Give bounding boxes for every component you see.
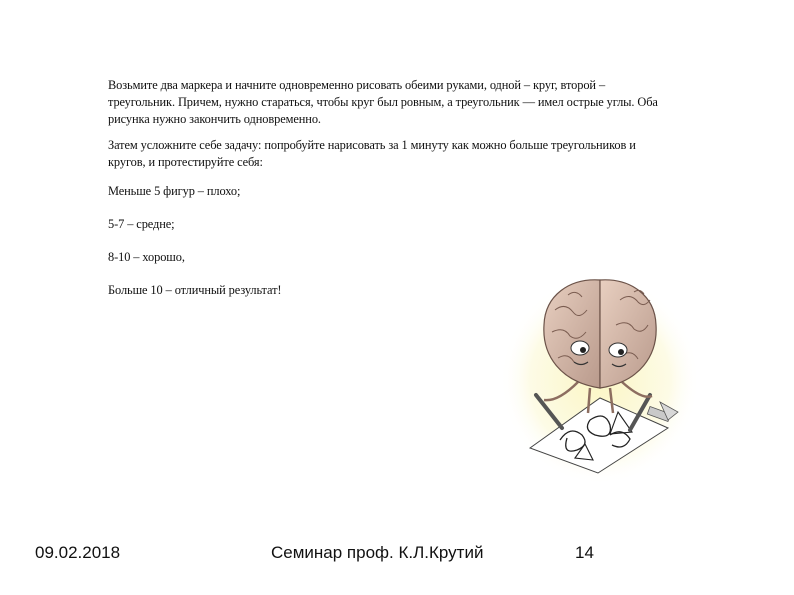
task-paragraph: Затем усложните себе задачу: попробуйте нарисовать за 1 минуту как можно больше треугольников и кругов, и протестируйте себя: bbox=[108, 138, 636, 169]
score-line-excellent: Больше 10 – отличный результат! bbox=[108, 283, 282, 297]
right-pupil bbox=[618, 349, 624, 355]
score-line-poor: Меньше 5 фигур – плохо; bbox=[108, 184, 241, 198]
footer-date: 09.02.2018 bbox=[35, 543, 121, 562]
score-line-average: 5-7 – средне; bbox=[108, 217, 175, 231]
slide-body-text bbox=[108, 77, 673, 299]
instruction-paragraph: Возьмите два маркера и начните одновременно рисовать обеими руками, одной – круг, второй – треугольник. Причем, нужно стараться, чтобы круг был ровным, а треугольник — имел острые углы. Оба рисунка нужно закончить одновременно. bbox=[108, 78, 658, 126]
brain-drawing-illustration bbox=[500, 270, 700, 485]
right-eye bbox=[609, 343, 627, 357]
left-eye bbox=[571, 341, 589, 355]
score-line-good: 8-10 – хорошо, bbox=[108, 250, 185, 264]
footer-title: Семинар проф. К.Л.Крутий bbox=[271, 543, 484, 562]
left-pupil bbox=[580, 347, 586, 353]
page-number: 14 bbox=[575, 543, 594, 562]
